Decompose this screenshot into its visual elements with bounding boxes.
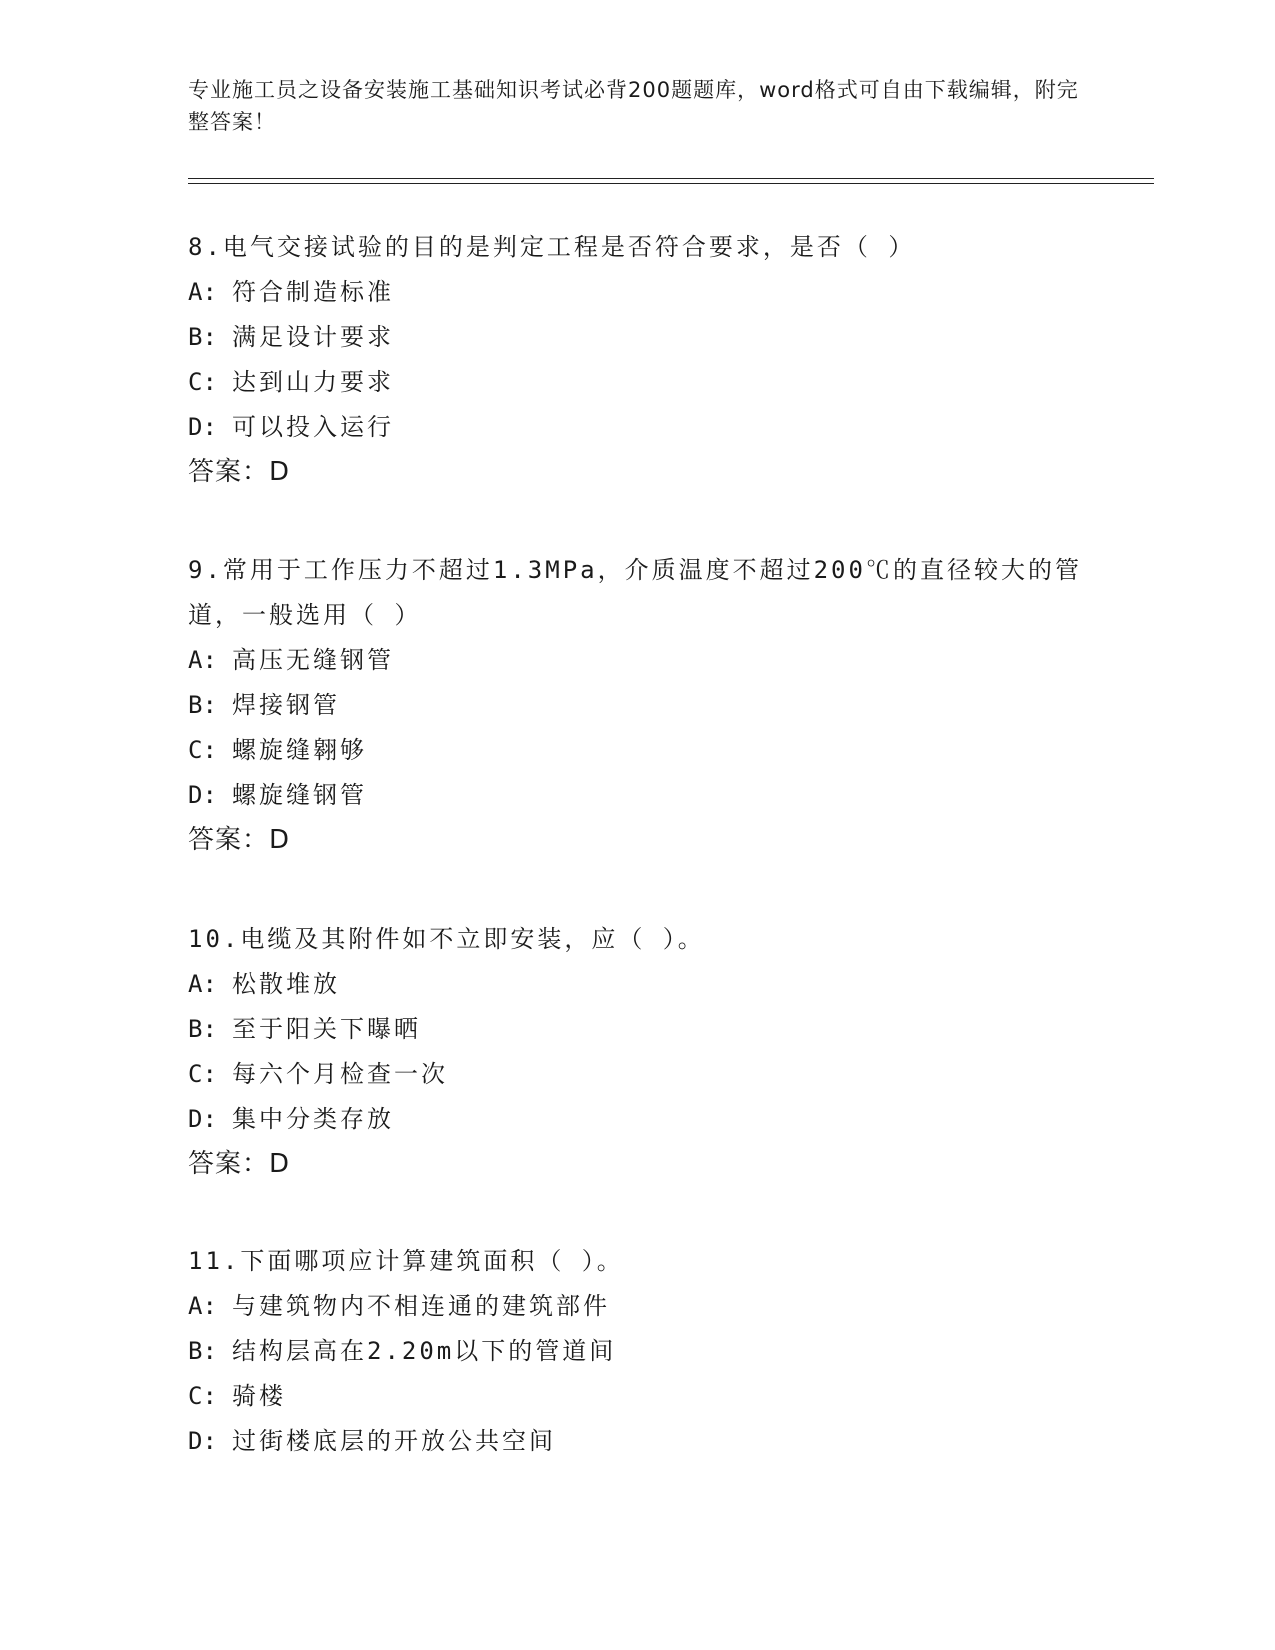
option-b — [188, 683, 1088, 728]
option-text: 集中分类存放 — [232, 1105, 394, 1133]
option-text: 符合制造标准 — [232, 278, 394, 306]
option-d — [188, 405, 1088, 450]
option-c — [188, 1052, 1088, 1097]
option-b — [188, 1007, 1088, 1052]
option-letter: B: — [188, 691, 217, 719]
option-d — [188, 1419, 1088, 1464]
option-text: 至于阳关下曝晒 — [232, 1015, 421, 1043]
option-text: 螺旋缝钢管 — [232, 781, 367, 809]
option-letter: D: — [188, 1427, 217, 1455]
option-a — [188, 270, 1088, 315]
option-b — [188, 1329, 1088, 1374]
header-divider-top — [188, 178, 1154, 179]
header-divider-bottom — [188, 183, 1154, 184]
question-stem: 11.下面哪项应计算建筑面积（ ）。 — [188, 1247, 624, 1275]
option-a — [188, 1284, 1088, 1329]
option-text: 骑楼 — [232, 1382, 286, 1410]
question-8 — [188, 225, 1088, 495]
option-d — [188, 1097, 1088, 1142]
option-letter: B: — [188, 323, 217, 351]
option-text: 焊接钢管 — [232, 691, 340, 719]
option-letter: A: — [188, 970, 217, 998]
option-a — [188, 962, 1088, 1007]
option-letter: B: — [188, 1015, 217, 1043]
option-letter: A: — [188, 646, 217, 674]
answer-line: 答案：D — [188, 1149, 291, 1179]
option-letter: C: — [188, 736, 217, 764]
option-letter: B: — [188, 1337, 217, 1365]
option-text: 可以投入运行 — [232, 413, 394, 441]
option-c — [188, 728, 1088, 773]
option-b — [188, 315, 1088, 360]
question-10 — [188, 917, 1088, 1187]
question-stem: 10.电缆及其附件如不立即安装，应（ ）。 — [188, 925, 705, 953]
option-letter: D: — [188, 781, 217, 809]
question-9 — [188, 548, 1088, 863]
option-text: 结构层高在2.20m以下的管道间 — [232, 1337, 617, 1365]
option-text: 过街楼底层的开放公共空间 — [232, 1427, 556, 1455]
question-stem: 8.电气交接试验的目的是判定工程是否符合要求，是否（ ） — [188, 233, 916, 261]
option-letter: D: — [188, 1105, 217, 1133]
option-d — [188, 773, 1088, 818]
option-a — [188, 638, 1088, 683]
option-letter: C: — [188, 1382, 217, 1410]
answer-line: 答案：D — [188, 825, 291, 855]
option-text: 满足设计要求 — [232, 323, 394, 351]
option-letter: A: — [188, 1292, 217, 1320]
option-text: 与建筑物内不相连通的建筑部件 — [232, 1292, 610, 1320]
option-text: 螺旋缝翱够 — [232, 736, 367, 764]
option-c — [188, 1374, 1088, 1419]
option-text: 达到山力要求 — [232, 368, 394, 396]
option-letter: D: — [188, 413, 217, 441]
document-header-title: 专业施工员之设备安装施工基础知识考试必背200题题库，word格式可自由下载编辑，附完整答案！ — [188, 78, 1079, 134]
option-text: 每六个月检查一次 — [232, 1060, 448, 1088]
answer-line: 答案：D — [188, 457, 291, 487]
option-c — [188, 360, 1088, 405]
option-letter: C: — [188, 1060, 217, 1088]
option-text: 高压无缝钢管 — [232, 646, 394, 674]
option-text: 松散堆放 — [232, 970, 340, 998]
question-11 — [188, 1239, 1088, 1464]
option-letter: C: — [188, 368, 217, 396]
option-letter: A: — [188, 278, 217, 306]
question-stem: 9.常用于工作压力不超过1.3MPa，介质温度不超过200℃的直径较大的管道，一般选用（ ） — [188, 556, 1082, 629]
